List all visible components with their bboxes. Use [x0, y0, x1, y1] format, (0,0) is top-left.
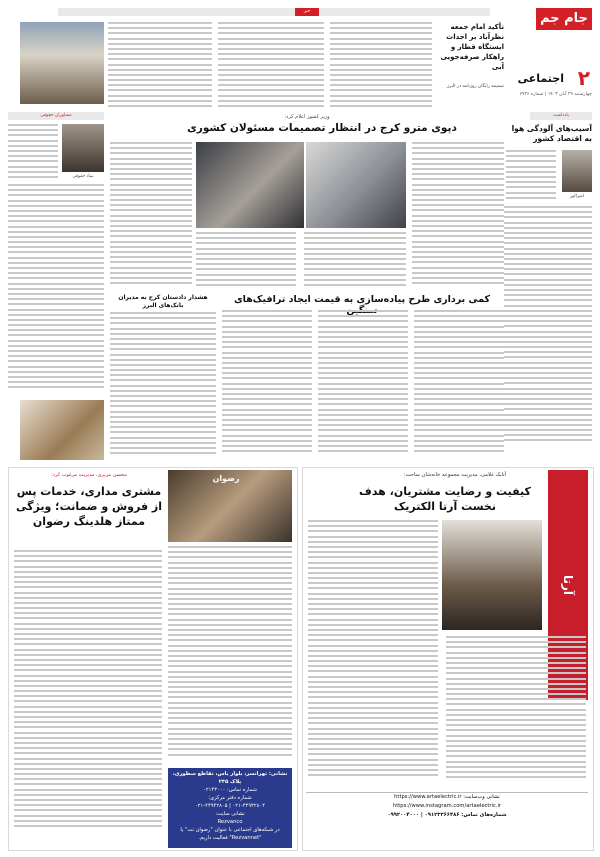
yaddasht-title: آسیب‌های آلودگی هوا به اقتصاد کشور [511, 124, 592, 143]
main-story-title: دپوی مترو کرج در انتظار تصمیمات مسئولان کشوری [187, 122, 457, 134]
masthead-logo: جام جم [536, 8, 592, 30]
yaddasht-label: یادداشت [530, 112, 592, 120]
arta-website-row [306, 793, 588, 802]
arta-phones: شماره‌های تماس: ۰۹۱۲۳۳۶۶۴۸۶ | ۰۹۹۲۰۰۴۰۰۰ [387, 812, 507, 818]
rezvan-contact-box [168, 768, 292, 848]
legal-text [8, 184, 104, 396]
arta-instagram[interactable]: https://www.instagram.com/artaelectric.ir [392, 803, 502, 809]
top-text-col-1 [330, 22, 432, 110]
top-headline: تأکید امام جمعه نظرآباد بر احداث ایستگاه قطار و راهکار صرفه‌جویی آبی [440, 23, 504, 71]
arta-kicker: آتابک غلامی، مدیریت مجموعه خانه‌شان ساخت: [403, 472, 507, 478]
third-story-title: هشدار دادستان کرج به مدیران بانک‌های البرز [118, 294, 208, 309]
rezvan-brand: رضوان [212, 474, 240, 483]
arta-text-2 [308, 520, 438, 786]
legal-label: مشاوران حقوقی [8, 112, 104, 120]
top-label-strip [58, 8, 490, 16]
legal-author-photo [62, 124, 104, 172]
main-story-photo-1 [196, 142, 304, 228]
yaddasht-text [504, 206, 592, 458]
rezvan-site[interactable]: Rezvanco [217, 819, 243, 825]
rezvan-address: نشانی: تهرانسر، بلوار یاس، تقاطع سطوری، پلاک ۲۳۵ [172, 771, 288, 785]
top-text-col-3 [108, 22, 212, 110]
cleric-photo [20, 22, 104, 104]
rezvan-office-numbers: ۰۲۱-۴۴۹۴۲۸۰۴ | ۰۲۱-۴۴۹۴۲۸۰۵ [194, 803, 266, 809]
rezvan-social: در شبکه‌های اجتماعی با عنوان "رضوان تت" یا "Rezvannet" فعالیت داریم. [180, 827, 280, 841]
rezvan-title: مشتری مداری، خدمات پس از فروش و ضمانت؛ ویژگی ممتاز هلدینگ رضوان [16, 485, 162, 528]
rezvan-phone: شماره تماس: ۰۲۱۴۳۰۰۰ [203, 787, 257, 793]
yaddasht-text-narrow [506, 150, 556, 204]
arta-website-label: نشانی وب‌سایت: [463, 794, 500, 800]
date-line: چهارشنبه ۲۹ آبان ۱۴۰۳ | شماره ۶۹۳۶ [519, 92, 592, 97]
arta-website[interactable]: https://www.artaelectric.ir [394, 794, 462, 800]
rezvan-text-2 [14, 550, 162, 840]
yaddasht-author-photo [562, 150, 592, 192]
arta-title: کیفیت و رضایت مشتریان، هدف نخست آرتا الکتریک [359, 485, 531, 513]
rezvan-site-label: نشانی سایت: [215, 811, 245, 817]
main-story-kicker: وزیر کشور اعلام کرد: [284, 114, 330, 120]
main-story-photo-2 [306, 142, 406, 228]
main-story-text-2 [196, 232, 296, 290]
yaddasht-author: امیرالوز [570, 194, 584, 199]
rezvan-kicker: محسن مزیری، مدیریت مرغوب کرد: [51, 472, 127, 478]
section-title: اجتماعی [517, 72, 564, 85]
rezvan-text-1 [168, 546, 292, 764]
arta-contact-box [306, 792, 588, 847]
top-label: خبر [295, 8, 319, 16]
page-number: ۲ [577, 66, 590, 90]
third-story-text [110, 312, 216, 460]
second-story-text-2 [318, 310, 408, 460]
main-story-text-1 [412, 142, 504, 290]
arta-text-1 [446, 636, 586, 786]
main-story-text-3 [304, 232, 406, 290]
top-text-col-2 [218, 22, 324, 110]
legal-text-top [8, 124, 58, 180]
top-subtitle: ضمیمه رایگان روزنامه در البرز [446, 84, 504, 89]
gavel-photo [20, 400, 104, 460]
second-story-text-3 [222, 310, 312, 460]
arta-manager-photo [442, 520, 542, 630]
arta-brand-banner: آرتا [548, 470, 588, 700]
main-story-text-4 [110, 142, 192, 290]
second-story-title: کمی برداری طرح پیاده‌سازی به قیمت ایجاد ترافیک‌های [233, 294, 491, 305]
rezvan-office-line: شماره دفتر مرکزی: [208, 795, 252, 801]
legal-author-caption: بنیاد حقوقی [72, 174, 94, 179]
second-story-text-1 [414, 310, 504, 460]
